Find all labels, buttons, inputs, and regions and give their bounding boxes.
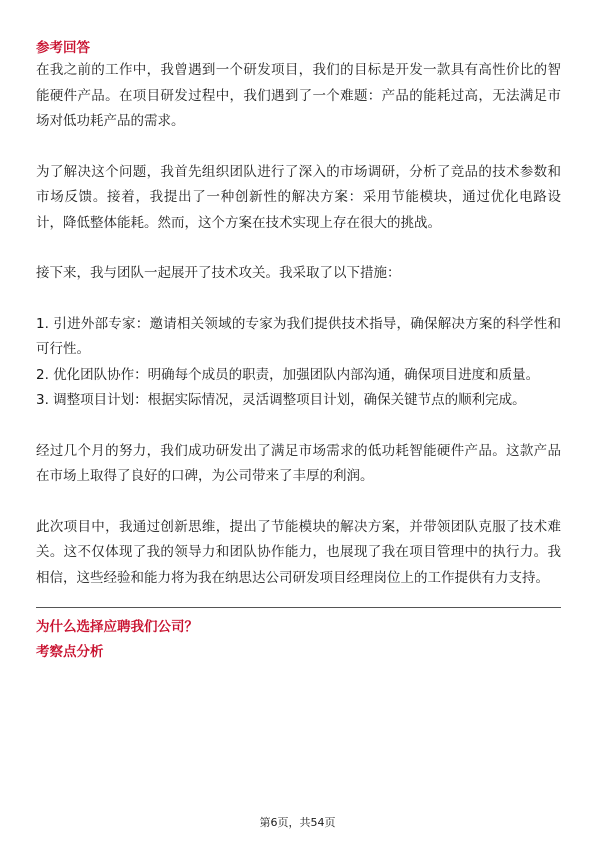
spacer [36, 236, 561, 261]
spacer [36, 287, 561, 312]
paragraph-result: 经过几个月的努力，我们成功研发出了满足市场需求的低功耗智能硬件产品。这款产品在市场上取得了良好的口碑，为公司带来了丰厚的利润。 [36, 442, 561, 484]
analysis-heading: 考察点分析 [36, 644, 104, 660]
measure-item-3: 3. 调整项目计划：根据实际情况，灵活调整项目计划，确保关键节点的顺利完成。 [36, 392, 526, 408]
page-footer: 第6页，共54页 [259, 816, 336, 829]
paragraph-approach: 为了解决这个问题，我首先组织团队进行了深入的市场调研，分析了竞品的技术参数和市场反馈。接着，我提出了一种创新性的解决方案：采用节能模块，通过优化电路设计，降低整体能耗。然而，这个方案在技术实现上存在很大的挑战。 [36, 163, 561, 231]
page-content [36, 38, 561, 662]
paragraph-summary: 此次项目中，我通过创新思维，提出了节能模块的解决方案，并带领团队克服了技术难关。这不仅体现了我的领导力和团队协作能力，也展现了我在项目管理中的执行力。我相信，这些经验和能力将为我在纳思达公司研发项目经理岗位上的工作提供有力支持。 [36, 518, 561, 586]
answer-heading: 参考回答 [36, 40, 90, 56]
spacer [36, 490, 561, 515]
paragraph-background: 在我之前的工作中，我曾遇到一个研发项目，我们的目标是开发一款具有高性价比的智能硬件产品。在项目研发过程中，我们遇到了一个难题：产品的能耗过高，无法满足市场对低功耗产品的需求。 [36, 62, 561, 129]
next-question-title: 为什么选择应聘我们公司？ [36, 619, 198, 635]
measure-item-2: 2. 优化团队协作：明确每个成员的职责，加强团队内部沟通，确保项目进度和质量。 [36, 366, 540, 383]
paragraph-measures-intro: 接下来，我与团队一起展开了技术攻关。我采取了以下措施： [36, 265, 401, 281]
spacer [36, 135, 561, 160]
section-divider [36, 607, 561, 608]
spacer [36, 414, 561, 439]
measure-item-1: 1. 引进外部专家：邀请相关领域的专家为我们提供技术指导，确保解决方案的科学性和可行性。 [36, 315, 561, 357]
